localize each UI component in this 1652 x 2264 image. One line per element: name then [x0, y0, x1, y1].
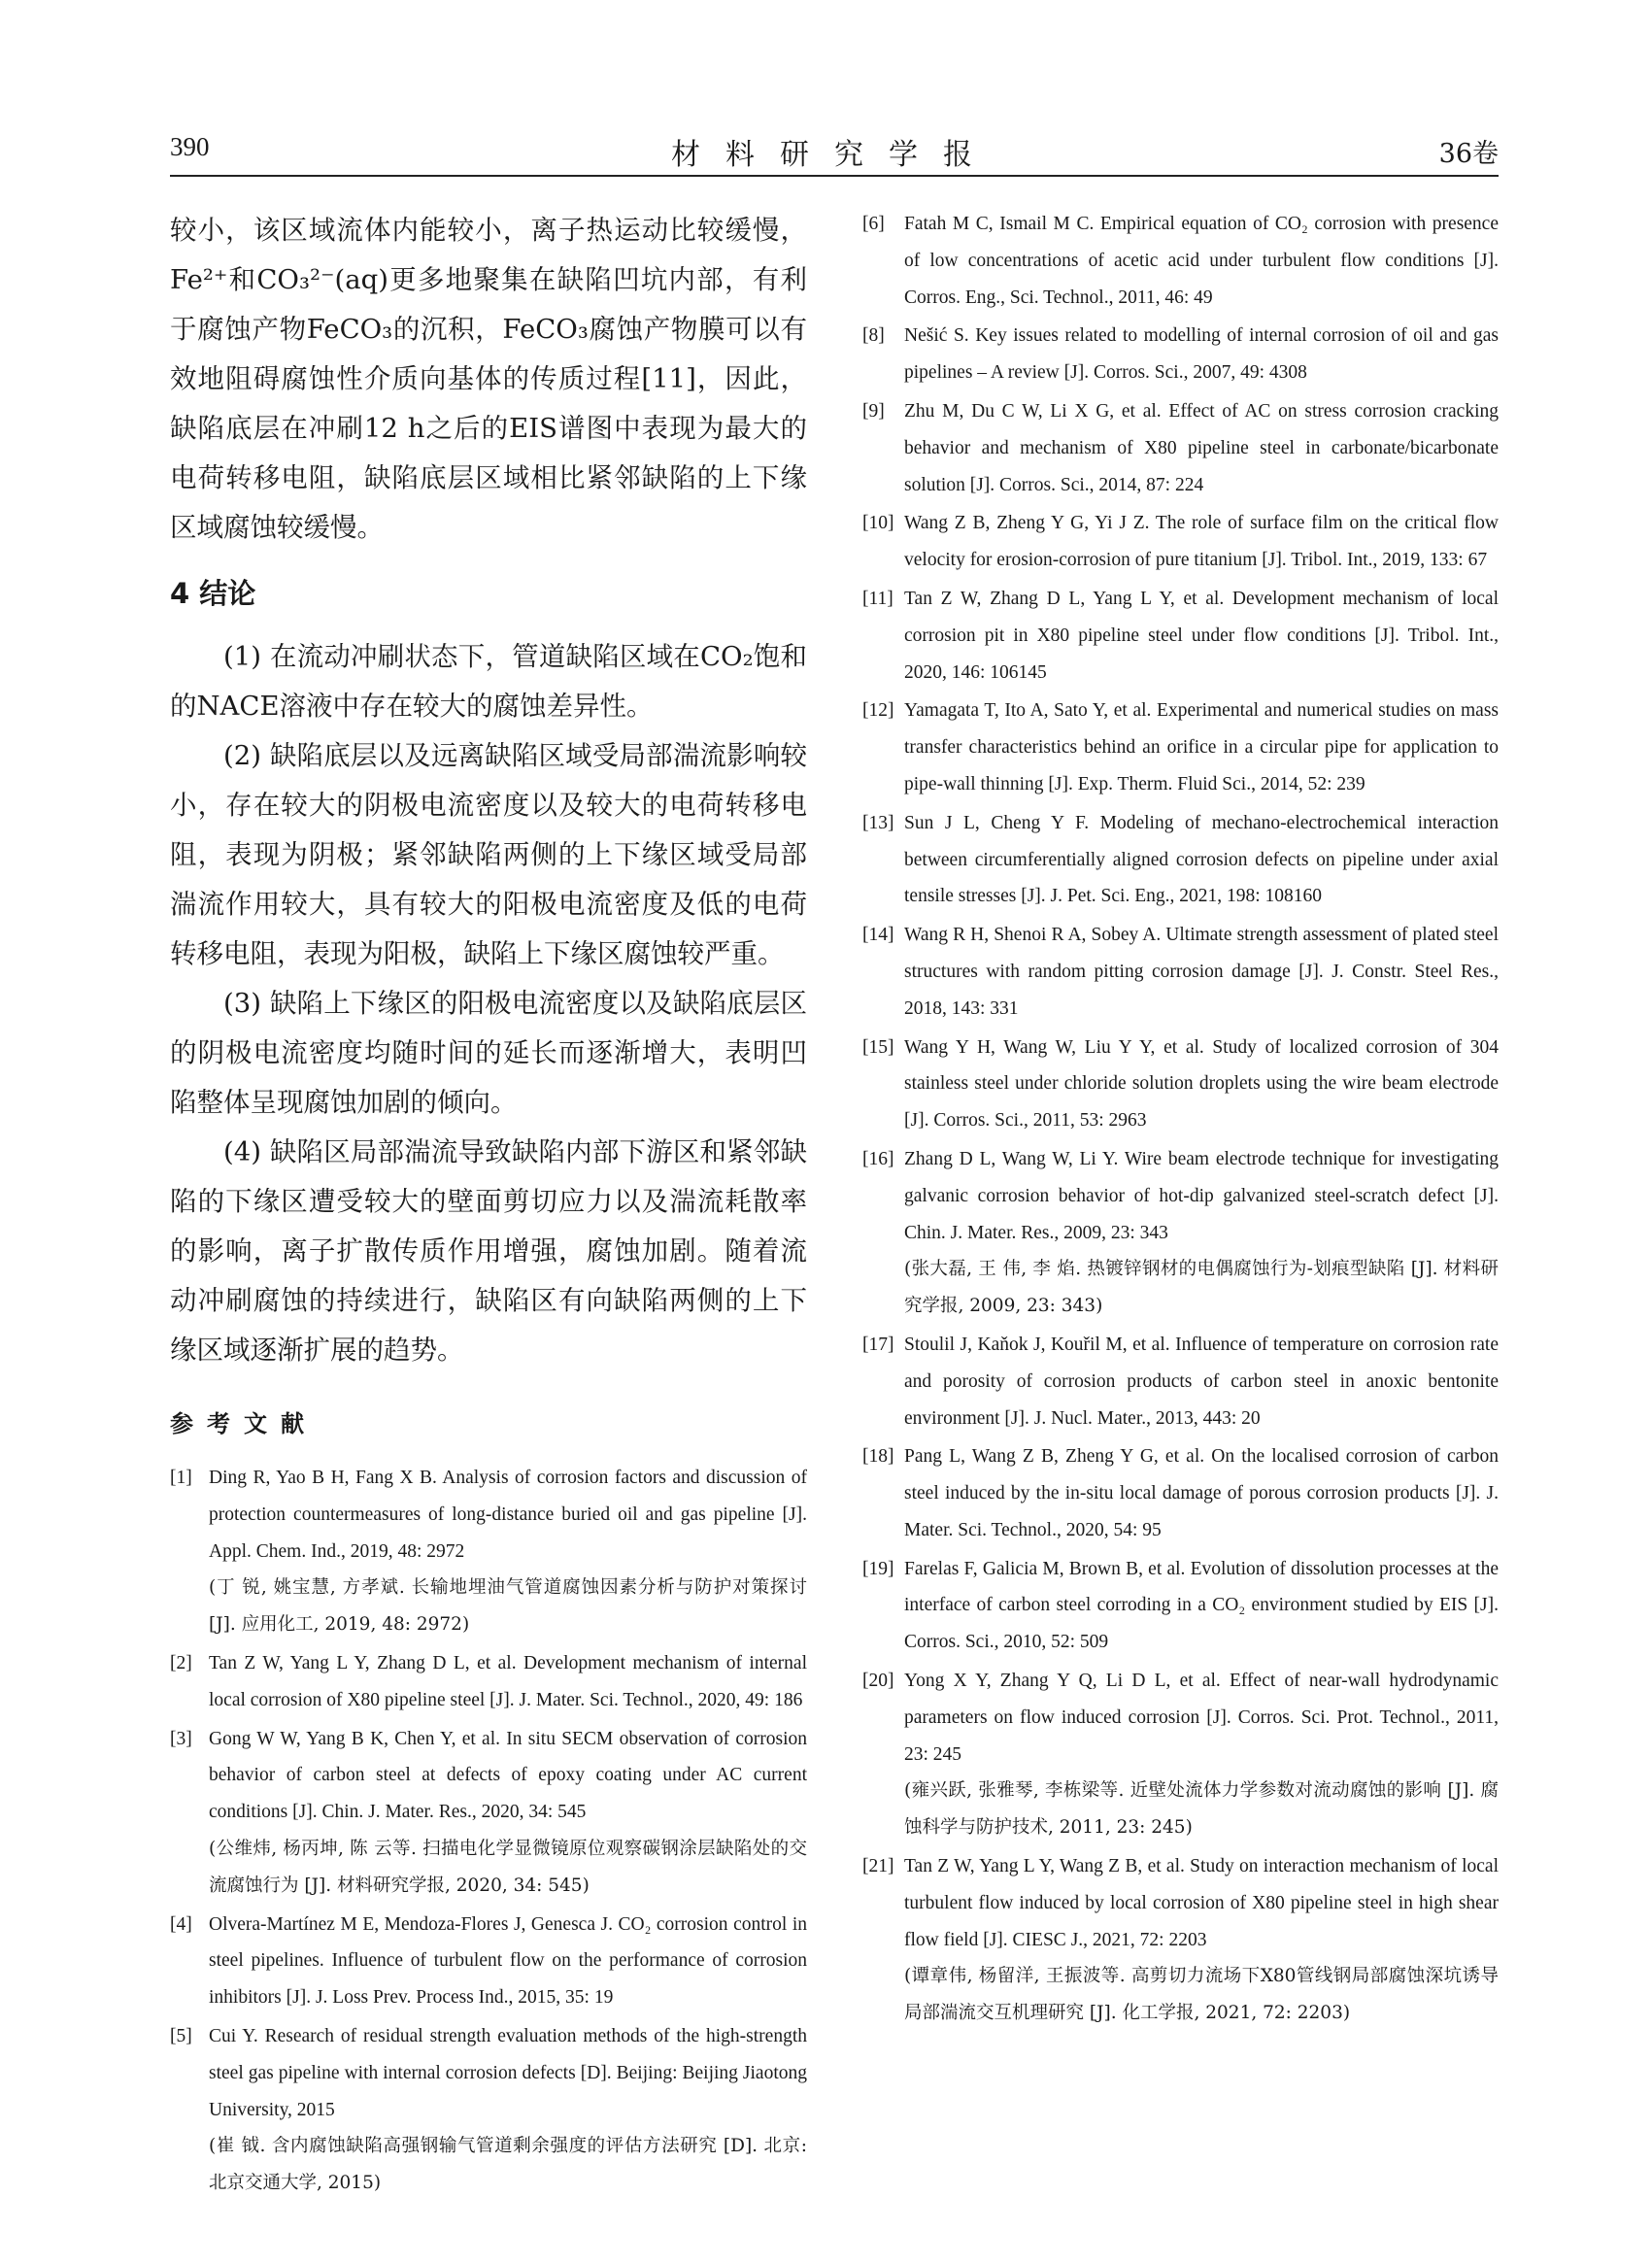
reference-number: [3] — [170, 1728, 192, 1749]
reference-item — [862, 206, 1499, 316]
reference-text: Ding R, Yao B H, Fang X B. Analysis of corrosion factors and discussion of protection countermeasures of long-distance buried oil and gas pipeline [J]. Appl. Chem. Ind., 2019, 48: 2972 — [209, 1468, 807, 1562]
intro-paragraph: 较小，该区域流体内能较小，离子热运动比较缓慢，Fe²⁺和CO₃²⁻(aq)更多地聚集在缺陷凹坑内部，有利于腐蚀产物FeCO₃的沉积，FeCO₃腐蚀产物膜可以有效地阻碍腐蚀性介质向基体的传质过程[11]，因此，缺陷底层在冲刷12 h之后的EIS谱图中表现为最大的电荷转移电阻，缺陷底层区域相比紧邻缺陷的上下缘区域腐蚀较缓慢。 — [170, 215, 807, 543]
reference-text: Olvera-Martínez M E, Mendoza-Flores J, Genesca J. CO₂ corrosion control in steel pipelines. Influence of turbulent flow on the performance of corrosion inhibitors [J]. J. Loss Prev. Process Ind., 2015, 35: 19 — [209, 1913, 807, 2009]
reference-number: [20] — [862, 1671, 894, 1692]
section-title: 4 结论 — [170, 577, 256, 610]
reference-chinese-text: (雍兴跃, 张雅琴, 李栋梁等. 近壁处流体力学参数对流动腐蚀的影响 [J]. 腐蚀科学与防护技术, 2011, 23: 245) — [904, 1780, 1499, 1839]
journal-title: 材料研究学报 — [671, 138, 997, 172]
reference-number: [12] — [862, 700, 894, 722]
reference-item — [862, 1327, 1499, 1436]
reference-number: [21] — [862, 1856, 894, 1877]
references-list-left — [170, 1460, 807, 2202]
reference-text: Farelas F, Galicia M, Brown B, et al. Evolution of dissolution processes at the interface of carbon steel corroding in a CO₂ environment studied by EIS [J]. Corros. Sci., 2010, 52: 509 — [904, 1558, 1499, 1653]
reference-chinese-text: (张大磊, 王 伟, 李 焰. 热镀锌钢材的电偶腐蚀行为-划痕型缺陷 [J]. 材料研究学报, 2009, 23: 343) — [904, 1259, 1499, 1317]
reference-number: [15] — [862, 1036, 894, 1058]
reference-item — [862, 318, 1499, 391]
conclusion-1: (1) 在流动冲刷状态下，管道缺陷区域在CO₂饱和的NACE溶液中存在较大的腐蚀差异性。 — [170, 641, 807, 722]
reference-text: Yong X Y, Zhang Y Q, Li D L, et al. Effect of near-wall hydrodynamic parameters on flow induced corrosion [J]. Corros. Sci. Prot. Technol., 2011, 23: 245 — [904, 1671, 1499, 1765]
reference-item — [862, 505, 1499, 579]
reference-text: Yamagata T, Ito A, Sato Y, et al. Experimental and numerical studies on mass transfer characteristics behind an orifice in a circular pipe for application to pipe-wall thinning [J]. Exp. Therm. Fluid Sci., 2014, 52: 239 — [904, 700, 1499, 794]
reference-item — [862, 917, 1499, 1027]
references-list-right — [862, 206, 1499, 2032]
reference-item — [862, 393, 1499, 503]
reference-number: [13] — [862, 812, 894, 833]
reference-number: [9] — [862, 400, 885, 422]
reference-number: [19] — [862, 1558, 894, 1579]
reference-text: Nešić S. Key issues related to modelling of internal corrosion of oil and gas pipelines – A review [J]. Corros. Sci., 2007, 49: 4308 — [904, 325, 1499, 384]
conclusion-3: (3) 缺陷上下缘区的阳极电流密度以及缺陷底层区的阴极电流密度均随时间的延长而逐渐增大，表明凹陷整体呈现腐蚀加剧的倾向。 — [170, 988, 807, 1118]
reference-item — [862, 581, 1499, 691]
reference-number: [8] — [862, 325, 885, 347]
page-header — [170, 124, 1499, 177]
reference-item — [862, 1141, 1499, 1325]
reference-text: Wang Z B, Zheng Y G, Yi J Z. The role of surface film on the critical flow velocity for erosion-corrosion of pure titanium [J]. Tribol. Int., 2019, 133: 67 — [904, 513, 1499, 571]
reference-number: [10] — [862, 513, 894, 534]
page-number: 390 — [170, 132, 210, 161]
references-heading: 参考文献 — [170, 1410, 318, 1437]
reference-chinese-text: (丁 锐, 姚宝慧, 方孝斌. 长输地埋油气管道腐蚀因素分析与防护对策探讨 [J]. 应用化工, 2019, 48: 2972) — [209, 1577, 807, 1636]
reference-text: Fatah M C, Ismail M C. Empirical equation of CO₂ corrosion with presence of low concentrations of acetic acid under turbulent flow conditions [J]. Corros. Eng., Sci. Technol., 2011, 46: 49 — [904, 214, 1499, 308]
reference-text: Zhu M, Du C W, Li X G, et al. Effect of AC on stress corrosion cracking behavior and mechanism of X80 pipeline steel in carbonate/bicarbonate solution [J]. Corros. Sci., 2014, 87: 224 — [904, 400, 1499, 495]
reference-text: Zhang D L, Wang W, Li Y. Wire beam electrode technique for investigating galvanic corrosion behavior of hot-dip galvanized steel-scratch defect [J]. Chin. J. Mater. Res., 2009, 23: 343 — [904, 1148, 1499, 1243]
reference-text: Pang L, Wang Z B, Zheng Y G, et al. On the localised corrosion of carbon steel induced by the in-situ local damage of porous corrosion products [J]. J. Mater. Sci. Technol., 2020, 54: 95 — [904, 1446, 1499, 1540]
reference-text: Wang Y H, Wang W, Liu Y Y, et al. Study of localized corrosion of 304 stainless steel under chloride solution droplets using the wire beam electrode [J]. Corros. Sci., 2011, 53: 2963 — [904, 1036, 1499, 1132]
reference-item — [862, 1030, 1499, 1139]
reference-item — [170, 1460, 807, 1643]
conclusion-2: (2) 缺陷底层以及远离缺陷区域受局部湍流影响较小，存在较大的阴极电流密度以及较大的电荷转移电阻，表现为阴极；紧邻缺陷两侧的上下缘区域受局部湍流作用较大，具有较大的阳极电流密度及低的电荷转移电阻，表现为阳极，缺陷上下缘区腐蚀较严重。 — [170, 740, 807, 969]
volume-label: 36卷 — [1438, 139, 1499, 169]
reference-text: Gong W W, Yang B K, Chen Y, et al. In situ SECM observation of corrosion behavior of carbon steel at defects of epoxy coating under AC current conditions [J]. Chin. J. Mater. Res., 2020, 34: 545 — [209, 1728, 807, 1823]
reference-item — [862, 1848, 1499, 2032]
conclusion-4: (4) 缺陷区局部湍流导致缺陷内部下游区和紧邻缺陷的下缘区遭受较大的壁面剪切应力以及湍流耗散率的影响，离子扩散传质作用增强，腐蚀加剧。随着流动冲刷腐蚀的持续进行，缺陷区有向缺陷两侧的上下缘区域逐渐扩展的趋势。 — [170, 1136, 807, 1366]
reference-text: Stoulil J, Kaňok J, Kouřil M, et al. Influence of temperature on corrosion rate and porosity of corrosion products of carbon steel in anoxic bentonite environment [J]. J. Nucl. Mater., 2013, 443: 20 — [904, 1334, 1499, 1429]
right-column — [862, 206, 1499, 2034]
reference-text: Wang R H, Shenoi R A, Sobey A. Ultimate strength assessment of plated steel structures with random pitting corrosion damage [J]. J. Constr. Steel Res., 2018, 143: 331 — [904, 925, 1499, 1019]
reference-number: [11] — [862, 588, 893, 609]
reference-number: [1] — [170, 1468, 192, 1488]
reference-item — [862, 1551, 1499, 1661]
reference-number: [17] — [862, 1334, 894, 1355]
reference-number: [4] — [170, 1913, 192, 1935]
reference-item — [170, 1645, 807, 1719]
reference-number: [6] — [862, 214, 885, 234]
reference-number: [16] — [862, 1148, 894, 1169]
reference-number: [2] — [170, 1652, 192, 1673]
left-column — [170, 206, 807, 2204]
reference-number: [14] — [862, 925, 894, 946]
reference-item — [862, 1438, 1499, 1548]
reference-item — [170, 1907, 807, 2016]
reference-chinese-text: (谭章伟, 杨留洋, 王振波等. 高剪切力流场下X80管线钢局部腐蚀深坑诱导局部湍流交互机理研究 [J]. 化工学报, 2021, 72: 2203) — [904, 1966, 1499, 2024]
reference-text: Cui Y. Research of residual strength evaluation methods of the high-strength steel gas pipeline with internal corrosion defects [D]. Beijing: Beijing Jiaotong University, 2015 — [209, 2025, 807, 2120]
reference-item — [862, 1663, 1499, 1846]
reference-item — [170, 1721, 807, 1905]
reference-text: Tan Z W, Yang L Y, Wang Z B, et al. Study on interaction mechanism of local turbulent flow induced by local corrosion of X80 pipeline steel in high shear flow field [J]. CIESC J., 2021, 72: 2203 — [904, 1856, 1499, 1950]
reference-item — [862, 693, 1499, 802]
reference-text: Tan Z W, Zhang D L, Yang L Y, et al. Development mechanism of local corrosion pit in X80 pipeline steel under flow conditions [J]. Tribol. Int., 2020, 146: 106145 — [904, 588, 1499, 683]
reference-item — [170, 2018, 807, 2202]
reference-text: Sun J L, Cheng Y F. Modeling of mechano-electrochemical interaction between circumferentially aligned corrosion defects on pipeline under axial tensile stresses [J]. J. Pet. Sci. Eng., 2021, 198: 108160 — [904, 812, 1499, 907]
reference-text: Tan Z W, Yang L Y, Zhang D L, et al. Development mechanism of internal local corrosion of X80 pipeline steel [J]. J. Mater. Sci. Technol., 2020, 49: 186 — [209, 1652, 807, 1710]
reference-item — [862, 805, 1499, 915]
reference-chinese-text: (公维炜, 杨丙坤, 陈 云等. 扫描电化学显微镜原位观察碳钢涂层缺陷处的交流腐蚀行为 [J]. 材料研究学报, 2020, 34: 545) — [209, 1838, 807, 1896]
reference-chinese-text: (崔 钺. 含内腐蚀缺陷高强钢输气管道剩余强度的评估方法研究 [D]. 北京: 北京交通大学, 2015) — [209, 2136, 807, 2194]
reference-number: [18] — [862, 1446, 894, 1468]
reference-number: [5] — [170, 2025, 192, 2046]
